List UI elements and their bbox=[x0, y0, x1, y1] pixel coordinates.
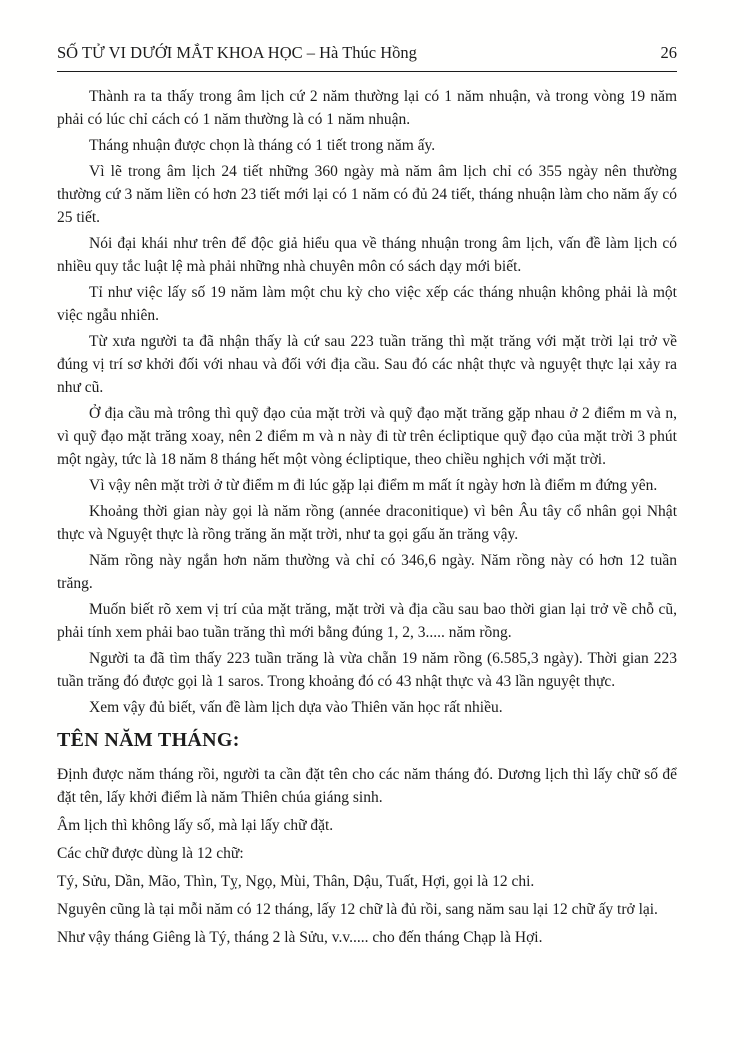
intro-paragraphs bbox=[57, 85, 677, 719]
header-rule bbox=[57, 71, 677, 72]
paragraph: Thành ra ta thấy trong âm lịch cứ 2 năm thường lại có 1 năm nhuận, và trong vòng 19 năm phải có lúc chỉ cách có 1 năm thường là có 1 năm nhuận. bbox=[57, 88, 677, 128]
paragraph: Khoảng thời gian này gọi là năm rồng (année draconitique) vì bên Âu tây cổ nhân gọi Nhật thực và Nguyệt thực là rồng trăng ăn mặt trời, như ta gọi gấu ăn trăng vậy. bbox=[57, 503, 677, 543]
paragraph: Các chữ được dùng là 12 chữ: bbox=[57, 845, 244, 862]
paragraph: Như vậy tháng Giêng là Tý, tháng 2 là Sửu, v.v..... cho đến tháng Chạp là Hợi. bbox=[57, 929, 543, 946]
paragraph: Muốn biết rõ xem vị trí của mặt trăng, mặt trời và địa cầu sau bao thời gian lại trở về chỗ cũ, phải tính xem phải bao tuần trăng thì mới bằng đúng 1, 2, 3..... năm rồng. bbox=[57, 601, 677, 641]
page-header bbox=[57, 44, 677, 62]
paragraph: Nguyên cũng là tại mỗi năm có 12 tháng, lấy 12 chữ là đủ rồi, sang năm sau lại 12 chữ ấy trở lại. bbox=[57, 901, 658, 918]
paragraph: Từ xưa người ta đã nhận thấy là cứ sau 223 tuần trăng thì mặt trăng với mặt trời lại trở về đúng vị trí sơ khởi đối với nhau và đối với địa cầu. Sau đó các nhật thực và nguyệt thực lại xảy ra như cũ. bbox=[57, 333, 677, 396]
paragraph: Tỉ như việc lấy số 19 năm làm một chu kỳ cho việc xếp các tháng nhuận không phải là một việc ngẫu nhiên. bbox=[57, 284, 677, 324]
paragraph: Nói đại khái như trên để độc giả hiểu qua về tháng nhuận trong âm lịch, vấn đề làm lịch có nhiều quy tắc luật lệ mà phải những nhà chuyên môn có sách dạy mới biết. bbox=[57, 235, 677, 275]
section-paragraphs bbox=[57, 763, 677, 949]
running-header-title: SỐ TỬ VI DƯỚI MẮT KHOA HỌC – Hà Thúc Hồng bbox=[57, 43, 417, 62]
paragraph: Ở địa cầu mà trông thì quỹ đạo của mặt trời và quỹ đạo mặt trăng gặp nhau ở 2 điểm m và n, vì quỹ đạo mặt trăng xoay, nên 2 điểm m và n này đi từ trên écliptique quỹ đạo của mặt trời 3 phút một ngày, tức là 18 năm 8 tháng hết một vòng écliptique, theo chiều nghịch với mặt trời. bbox=[57, 405, 677, 468]
paragraph: Vì vậy nên mặt trời ở từ điểm m đi lúc gặp lại điểm m mất ít ngày hơn là điểm m đứng yên. bbox=[89, 477, 658, 494]
paragraph: Tháng nhuận được chọn là tháng có 1 tiết trong năm ấy. bbox=[89, 137, 436, 154]
paragraph: Năm rồng này ngắn hơn năm thường và chỉ có 346,6 ngày. Năm rồng này có hơn 12 tuần trăng. bbox=[57, 552, 677, 592]
paragraph: Xem vậy đủ biết, vấn đề làm lịch dựa vào Thiên văn học rất nhiều. bbox=[89, 699, 503, 716]
paragraph: Người ta đã tìm thấy 223 tuần trăng là vừa chẵn 19 năm rồng (6.585,3 ngày). Thời gian 223 tuần trăng đó được gọi là 1 saros. Trong khoảng đó có 43 nhật thực và 43 lần nguyệt thực. bbox=[57, 650, 677, 690]
section-heading: TÊN NĂM THÁNG: bbox=[57, 729, 240, 751]
page-body bbox=[57, 85, 677, 949]
page-number: 26 bbox=[660, 43, 677, 62]
paragraph: Tý, Sửu, Dần, Mão, Thìn, Tỵ, Ngọ, Mùi, Thân, Dậu, Tuất, Hợi, gọi là 12 chi. bbox=[57, 873, 535, 890]
paragraph: Âm lịch thì không lấy số, mà lại lấy chữ đặt. bbox=[57, 817, 334, 834]
paragraph: Định được năm tháng rồi, người ta cần đặt tên cho các năm tháng đó. Dương lịch thì lấy chữ số để đặt tên, lấy khởi điểm là năm Thiên chúa giáng sinh. bbox=[57, 766, 677, 806]
paragraph: Vì lẽ trong âm lịch 24 tiết những 360 ngày mà năm âm lịch chỉ có 355 ngày nên thường thường cứ 3 năm liền có hơn 23 tiết mới lại có 1 năm có đủ 24 tiết, tháng nhuận làm cho năm ấy có 25 tiết. bbox=[57, 163, 677, 226]
